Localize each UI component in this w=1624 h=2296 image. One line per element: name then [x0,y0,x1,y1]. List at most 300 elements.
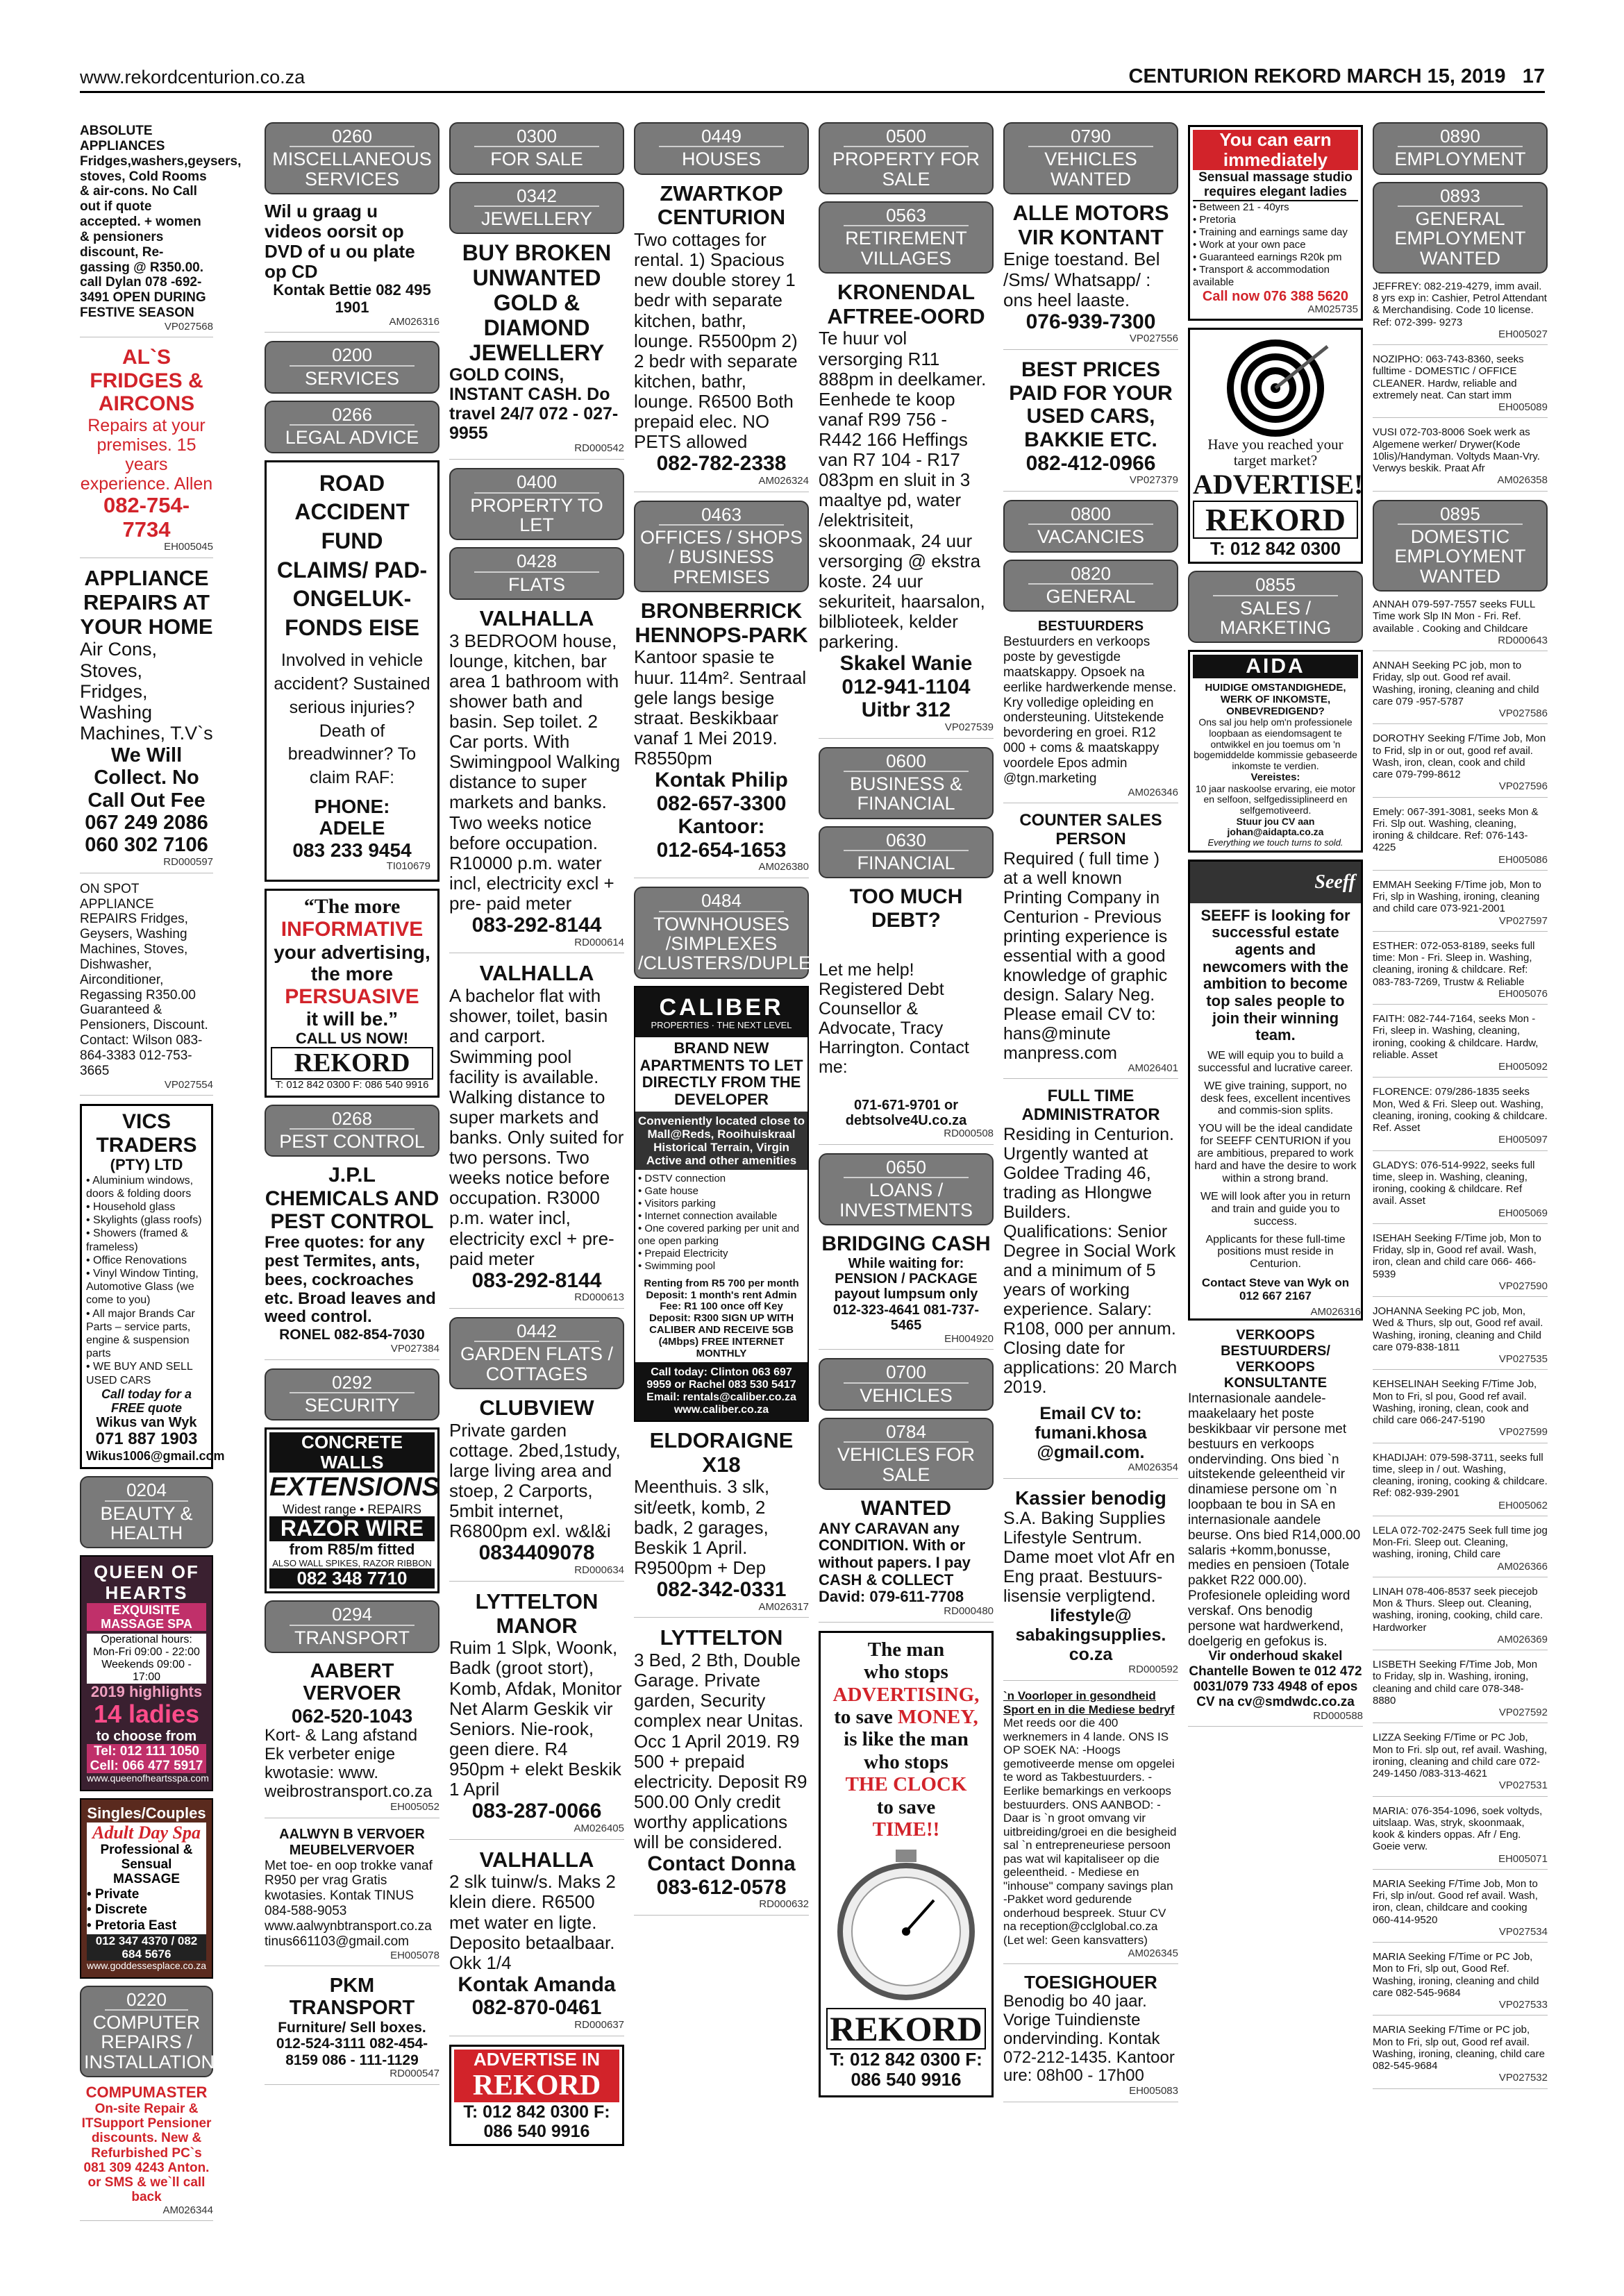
ad-text: Kort- & Lang afstand Ek verbeter enige kwotasie: www. weibrostransport.co.za [265,1726,433,1801]
ad-phone: 012-941-1104 [842,675,971,698]
ad-text: A bachelor flat with shower, toilet, basin and carport. Swimming pool facility is available. Walking distance to super markets and banks. Only suited for two persons. Two weeks notice before occupation. R3000 p.m. water incl, electricity excl + pre-paid meter [449,985,624,1269]
ad-title: BRONBERRICK HENNOPS-PARK [635,598,808,647]
classified-ad [80,2084,213,2221]
ad-ref: VP027554 [164,1078,213,1091]
concrete-walls-ad [265,1427,440,1593]
ad-text: Everything we touch turns to sold. [1207,837,1343,848]
ad-ref: EH005086 [1498,853,1548,866]
list-item [1373,660,1548,724]
section-title: PROPERTY TO LET [470,494,603,535]
ad-contact: Kontak Bettie 082 495 1901 [273,281,431,317]
ad-title: TOO MUCH DEBT? [849,885,963,932]
classified-ad [1003,201,1178,350]
ad-text: Te huur vol versorging R11 888pm in deelkamer. Eenhede te koop vanaf R99 756 - R442 166 Heffings van R7 104 - R17 083pm en sluit in 3 maaltye pd, water /elektrisiteit, skoonmaak, 24 uur versorging @ ekstra koste. 24 uur sekuriteit, haarsalon, bilblioteek, kelder parkering. [819,328,987,653]
ad-title: Adult Day Spa [87,1822,206,1843]
ad-text: Meenthuis. 3 slk, sit/eetk, komb, 2 badk, 2 garages, Beskik 1 April. R9500pm + Dep [634,1476,770,1578]
rekord-logo: REKORD [454,2070,619,2102]
column-7 [1188,118,1363,2277]
section-heading [449,468,624,540]
ad-title: PKM TRANSPORT [289,1974,415,2020]
ad-phone: 083-612-0578 [656,1875,787,1899]
ad-title: ADVERTISE IN [454,2050,619,2070]
ad-phone: 082-657-3300 [656,791,787,815]
ad-ref: AM026345 [1128,1947,1178,1959]
ad-text: While waiting for: PENSION / PACKAGE payout lumpsum only 012-323-4641 081-737-5465 [832,1255,980,1334]
ad-title: LYTTELTON [660,1625,783,1650]
section-title: FINANCIAL [857,853,955,874]
ad-text: FAITH: 082-744-7164, seeks Mon - Fri, sleep in. Washing, cleaning, ironing, cooking & childcare. Hardw, reliable. Asset [1373,1013,1539,1061]
ad-ref: VP027592 [1498,1707,1548,1719]
ad-text: MARIA Seeking F/Time or PC Job, Mon to Fri, slp out, Good Ref. Washing, ironing, cleaning and child care 082-545-9684 [1373,1951,1539,1999]
ad-title: BUY BROKEN UNWANTED GOLD & DIAMOND JEWELLERY [462,240,612,365]
ad-ref: AM026324 [758,474,809,487]
section-heading [449,547,624,600]
ad-text: Furniture/ Sell boxes. 012-524-3111 082-454- 8159 086 - 111-1129 [276,2019,428,2068]
section-title: VEHICLES FOR SALE [837,1444,976,1485]
section-number: 0266 [290,405,415,426]
classified-ad [634,182,809,492]
classified-ad [1003,1972,1178,2102]
ad-text: 2 slk tuinw/s. Maks 2 klein diere. R6500 met water en ligte. Deposito betaalbaar. Okk 1/4 [449,1871,616,1973]
section-number: 0893 [1398,187,1523,207]
massage-studio-ad [1188,125,1363,321]
ad-text: WE will look after you in return and train and guide you to success. [1200,1190,1351,1227]
ad-text: NOZIPHO: 063-743-8360, seeks fulltime - DOMESTIC / OFFICE CLEANER. Hardw, reliable and extremely neat. Can start imm [1373,353,1524,401]
ad-title: J.P.L CHEMICALS AND PEST CONTROL [265,1164,440,1234]
ad-text: LISBETH Seeking F/Time Job, Mon to Friday, slp in. Washing, ironing, cleaning and child care 078-348- 8880 [1373,1659,1538,1707]
list-item: • Work at your own pace [1193,239,1358,251]
section-title: COMPUTER REPAIRS / INSTALLATIONS [84,2012,228,2072]
ad-ref: EH005092 [1498,1061,1548,1073]
ad-ref: VP027586 [1498,707,1548,720]
section-number: 0700 [844,1363,969,1383]
section-heading [634,501,809,592]
ad-ref: VP027533 [1498,1999,1548,2011]
list-item: • Showers (framed & frameless) [86,1227,207,1253]
section-heading [449,122,624,175]
section-heading [819,1418,994,1490]
ad-ref: RD000480 [944,1604,994,1617]
ad-title: AL`S FRIDGES & AIRCONS [90,346,203,416]
ad-ref: AM026317 [758,1600,809,1613]
ad-phone: 067 249 2086 060 302 7106 [85,811,208,857]
ad-text: 2019 highlights [90,1682,203,1700]
ad-phone: T: 012 842 0300 F: 086 540 9916 [830,2048,982,2090]
ad-ref: VP027531 [1498,1779,1548,1792]
classified-ad [265,1827,440,1966]
section-number: 0784 [844,1423,969,1443]
ad-ref: VP027532 [1498,2072,1548,2084]
list-item [1373,1659,1548,1723]
list-item: • Internet connection available [638,1210,805,1223]
ad-title: AALWYN B VERVOER MEUBELVERVOER [279,1826,425,1858]
ad-text: YOU will be the ideal candidate for SEEFF CENTURION if you are ambitious, prepared to work hard and have the desire to work within a strong brand. [1194,1123,1357,1184]
ad-text: ANY CARAVAN any CONDITION. With or without papers. I pay CASH & COLLECT David: 079-611-7708 [819,1519,971,1606]
ad-ref: RD000643 [1498,634,1548,646]
ad-ref: AM026405 [574,1822,624,1834]
ad-phone: 071-671-9701 or debtsolve4U.co.za [845,1097,967,1128]
list-item: • Pretoria East [87,1918,206,1934]
classified-ad [449,241,624,460]
aida-ad [1188,650,1363,853]
ad-ref: AM026316 [1310,1306,1361,1318]
ad-title: RAZOR WIRE [269,1516,435,1541]
ad-text: ON SPOT APPLIANCE REPAIRS Fridges, Geysers, Washing Machines, Stoves, Dishwasher, Airconditioner, Regassing R350.00 Guaranteed & Pensioners, Discount. Contact: Wilson 083-864-3383 012-753-3665 [80,881,208,1078]
ad-title: Singles/Couples [87,1804,206,1822]
advertise-in-rekord-ad [449,2045,624,2146]
section-heading [819,747,994,819]
ad-text: Enige toestand. Bel /Sms/ Whatsapp/ : ons heel laaste. [1003,249,1160,310]
section-heading [265,1368,440,1421]
section-title: LOANS / INVESTMENTS [839,1180,973,1221]
column-5 [819,118,994,2277]
ad-text: MARIA: 076-354-1096, soek voltyds, uitslaap. Was, stryk, skoonmaak, kook & kinders oppas. Afr / Eng. Goeie verw. [1373,1804,1543,1853]
classified-ad [449,1848,624,2036]
ad-text: 10 jaar naskoolse ervaring, eie motor en selfoon, selfgedissiplineerd en selfgemotiveerd. [1195,782,1356,816]
ad-text: 3 BEDROOM house, lounge, kitchen, bar area 1 bathroom with shower bath and basin. Sep toilet. 2 Car ports. With Swimingpool Walking distance to super markets and banks. Two weeks notice before occupation. R10000 p.m. water incl, electricity excl + pre- paid meter [449,630,621,914]
section-number: 0630 [844,831,969,851]
ad-title: VERKOOPS BESTUURDERS/ VERKOOPS KONSULTANTE [1221,1327,1330,1391]
section-number: 0260 [290,127,415,147]
list-item [1373,1951,1548,2016]
ad-text: Kantoor spasie te huur. 114m². Sentraal gele langs besige straat. Beskikbaar vanaf 1 Mei 2019. R8550pm [634,646,807,769]
ad-title: BESTUURDERS [1037,619,1144,635]
classified-ad [1373,353,1548,418]
ad-email: Stuur jou CV aan johan@aidapta.co.za [1227,815,1324,838]
ad-ref: RD000547 [390,2068,440,2080]
ad-text: Emely: 067-391-3081, seeks Mon & Fri. Slp out. Washing, cleaning, ironing & childcare. Ref: 076-143-4225 [1373,805,1539,854]
section-number: 0200 [290,346,415,366]
ad-ref: VP027379 [1129,474,1178,487]
ad-text: Wil u graag u videos oorsit op DVD of u ou plate op CD [265,200,415,283]
section-heading [1003,122,1178,194]
ad-phone: 083-292-8144 [471,1268,602,1292]
classified-ad [1003,812,1178,1080]
ad-subtitle: EXQUISITE MASSAGE SPA [87,1603,206,1631]
ad-title: VALHALLA [479,1847,594,1872]
ad-ref: VP027599 [1498,1426,1548,1439]
list-item: • Discrete [87,1902,206,1918]
section-number: 0204 [105,1481,188,1501]
ad-ref: EH005078 [390,1949,440,1961]
classified-ad [449,962,624,1309]
classified-ad [1003,1087,1178,1479]
ad-ref: AM026401 [1128,1062,1178,1074]
section-title: LEGAL ADVICE [285,427,419,449]
ad-text: Private garden cottage. 2bed,1study, large living area and stoep, 2 Carports, 5mbit internet, R6800pm exl. w&l&i [449,1419,621,1542]
ad-ref: RD000508 [944,1128,994,1140]
section-number: 0292 [290,1373,415,1393]
ad-phone: T: 012 842 0300 F: 086 540 9916 [275,1078,429,1091]
ad-contact: Kontak Philip [655,769,788,792]
ad-ref: RD000634 [574,1564,624,1577]
queen-of-hearts-ad [80,1555,213,1791]
section-heading [819,1358,994,1411]
section-title: OFFICES / SHOPS / BUSINESS PREMISES [639,526,803,587]
ad-title: EXTENSIONS [269,1473,440,1502]
section-title: PEST CONTROL [279,1130,425,1152]
column-1 [80,118,242,2277]
ad-text: PERSUASIVE [285,984,419,1008]
ad-title: COMPUMASTER [85,2084,208,2102]
section-heading [819,1153,994,1225]
ad-title: AABERT VERVOER [303,1659,401,1705]
classified-ad [449,1396,624,1582]
ad-text: MONEY, [898,1706,978,1728]
ad-title: ELDORAIGNE X18 [649,1428,794,1477]
seeff-ad [1188,860,1363,1321]
ad-ref: AM026346 [1128,786,1178,798]
list-item: • Pretoria [1193,214,1358,226]
ad-text: it will be.” [305,1008,399,1030]
section-heading [449,1317,624,1389]
ad-text: JEFFREY: 082-219-4279, imm avail. 8 yrs exp in: Cashier, Petrol Attendant & Merchandising. Code 10 license. Ref: 072-399- 9273 [1373,280,1547,328]
ad-ref: VP027556 [1129,333,1178,345]
list-item [1373,1378,1548,1443]
section-number: 0300 [474,127,599,147]
ad-phone: 062-520-1043 [291,1704,413,1727]
aida-logo: AIDA [1193,655,1358,678]
ad-ref: AM026316 [389,315,440,328]
ad-title: WANTED [861,1497,951,1520]
ad-text: LELA 072-702-2475 Seek full time jog Mon-Fri. Sleep out. Cleaning, washing, ironing, Child care [1373,1524,1548,1561]
classified-ad [449,607,624,954]
ad-ref: AM025735 [1307,303,1358,316]
classified-ad [819,1497,994,1623]
section-heading [80,1476,213,1548]
ad-phone: 082-870-0461 [471,1996,602,2020]
ad-contact: ADELE [319,817,385,839]
ad-text: Operational hours: Mon-Fri 09:00 - 22:00 Weekends 09:00 - 17:00 [87,1634,206,1684]
ad-text: VUSI 072-703-8006 Soek werk as Algemene werker/ Drywer(Kode 10lis)/Handyman. Voltyds Maan-Vry. Verwys beskik. Praat Afr [1373,426,1540,475]
ad-ref: EH005097 [1498,1134,1548,1146]
section-number: 0463 [659,505,784,526]
section-title: VEHICLES [860,1384,953,1406]
section-heading [1373,500,1548,592]
ad-title: KRONENDAL AFTREE-OORD [827,279,985,328]
ad-title: FULL TIME ADMINISTRATOR [1021,1087,1160,1125]
section-number: 0220 [105,1991,188,2011]
ad-text: Renting from R5 700 per month Deposit: 1 month's rent Admin Fee: R1 100 once off Key Deposit: R300 SIGN UP WITH CALIBER AND RECEIVE 5GB (4Mbps) FREE INTERNET MONTHLY [644,1277,799,1359]
list-item [1373,1525,1548,1577]
ad-text: Call today for a FREE quote [101,1386,192,1415]
seeff-logo: Seeff [1190,862,1361,903]
ad-text: ADVERTISING, [832,1683,980,1706]
ad-ref: VP027596 [1498,780,1548,793]
ad-title: COUNTER SALES PERSON [1019,810,1162,848]
section-heading [819,122,994,194]
section-title: SALES / MARKETING [1219,597,1332,639]
section-number: 0895 [1398,505,1523,525]
ad-text: Professional & Sensual MASSAGE [87,1843,206,1887]
publication-title [1129,65,1545,88]
ad-text: ISEHAH Seeking F/Time job, Mon to Friday, slp in, Good ref avail. Wash, iron, clean and child care 066- 466-5939 [1373,1232,1541,1280]
ad-ref: RD000542 [574,442,624,455]
list-item [1373,806,1548,871]
ad-url: www.queenofheartsspa.com [87,1773,209,1784]
ad-text: Air Cons, Stoves, Fridges, Washing Machines, T.V`s [80,639,213,744]
ad-ref: AM026358 [1497,474,1548,487]
section-number: 0449 [659,127,784,147]
adult-day-spa-ad [80,1798,213,1979]
classified-ad [634,1626,809,1916]
ad-ref: AM026369 [1497,1633,1548,1645]
ad-text: MARIA Seeking F/Time Job, Mon to Fri, slp in/out. Good ref avail. Wash, iron, clean, childcare and cooking 060-414-9520 [1373,1877,1538,1926]
ad-text: to choose from [96,1728,197,1744]
list-item [1373,879,1548,932]
ad-ref: RD000613 [574,1291,624,1304]
ad-phone: 012 347 4370 / 082 684 5676 [87,1934,206,1961]
ad-ref: EH005062 [1498,1499,1548,1511]
list-item [1373,1013,1548,1078]
domestic-ads-list [1373,598,1548,2089]
site-url[interactable]: www.rekordcenturion.co.za [80,67,305,87]
ad-ref: VP027539 [944,721,994,733]
section-title: SECURITY [304,1394,400,1416]
ad-text: Have you reached your target market? [1207,435,1343,469]
column-2 [265,118,440,2277]
ad-text: “The more [303,894,401,918]
ad-text: MARIA Seeking F/Time or PC job, Mon to Fri, slp out, Good ref avail. Washing, ironing, cleaning, child care 082-545-9684 [1373,2024,1545,2072]
ad-text: On-site Repair & ITSupport Pensioner discounts. New & Refurbished PC`s 081 309 4243 Anton. or SMS & we`ll call back [81,2101,212,2205]
ad-text: Two cottages for rental. 1) Spacious new double storey 1 bedr with separate kitchen, bathr, lounge. R5500pm 2) 2 bedr with separate kitchen, bathr, lounge. R6500 Both prepaid elec. NO PETS allowed [634,229,798,453]
classified-ad [634,1429,809,1618]
classified-ad [1003,358,1178,492]
section-title: DOMESTIC EMPLOYMENT WANTED [1394,526,1526,587]
list-item: • Training and earnings same day [1193,226,1358,239]
ad-phone: 082 348 7710 [269,1568,435,1589]
ad-text: to save [834,1706,893,1728]
ad-text: JOHANNA Seeking PC job, Mon, Wed & Thurs, slp out, Good ref avail. Washing, ironing, cleaning and Child care 079-838-1811 [1373,1305,1543,1353]
list-item [1373,2024,1548,2088]
ad-text: The man [867,1638,945,1661]
ad-ref: EH005076 [1498,987,1548,1000]
section-title: BUSINESS & FINANCIAL [849,773,963,814]
list-item: • Aluminium windows, doors & folding doors [86,1174,207,1200]
section-number: 0790 [1028,127,1153,147]
list-item: • DSTV connection [638,1173,805,1185]
section-title: HOUSES [681,149,762,170]
column-6 [1003,118,1178,2277]
ad-text: who stops [864,1661,948,1684]
ad-text: is like the man [844,1728,969,1751]
ad-title: SEEFF is looking for successful estate agents and newcomers with the ambition to become top sales people to join their winning team. [1200,906,1350,1044]
section-heading [449,182,624,235]
ad-text: Internasionale aandele-maakelaary het poste beskikbaar vir persone met bestuurs en verkoops ondervinding. Ons bied `n uitstekende geleentheid vir dinamiese persone om `n loopbaan te bou in SA en internasionale aandele beurse. Ons bied R14,000.00 salaris +komm,bonusse, medies en pensioen (Totale pakket R22 000.00). Profesionele opleiding word verskaf. Ons benodig persone wat hardwerkend, doelgerig en gefokus is. [1188,1391,1361,1649]
section-heading [265,1600,440,1653]
ad-text: Bestuurders en verkoops poste by gevestigde maatskappy. Opsoek na eerlike hardwerkende mense. Kry volledige opleiding en ondersteuning. Uitstekende bevordering en groei. R12 000 + coms & maatskappy voordele Epos admin @tgn.marketing [1003,635,1177,786]
ad-text: ANNAH 079-597-7557 seeks FULL Time work Slp IN Mon - Fri. Ref. available . Cooking and Childcare [1373,598,1535,635]
ad-ref: RD000632 [759,1898,809,1911]
ad-text: PHONE: [314,795,390,817]
ad-contact: Call today: Clinton 063 697 9959 or Rachel 083 530 5417 Email: rentals@caliber.co.za www.caliber.co.za [635,1362,807,1421]
page-header [80,65,1545,93]
ad-text: ABSOLUTE APPLIANCES Fridges,washers,geysers, stoves, Cold Rooms & air-cons. No Call out if quote accepted. + women & pensioners discount, Re-gassing @ R350.00. call Dylan 078 -692-3491 OPEN DURING FESTIVE SEASON [80,124,242,321]
ad-text: Applicants for these full-time positions must reside in Centurion. [1205,1233,1346,1271]
list-item [1373,1805,1548,1870]
ad-text: Ons sal jou help om'n professionele loopbaan as eiendomsagent te ontwikkel en jou toemus om 'n bogemiddelde kommissie gebaseerde inkomste te verdien. [1194,717,1357,772]
ad-ref: VP027535 [1498,1353,1548,1366]
ad-text: THE CLOCK [845,1773,967,1796]
classified-ad [80,567,213,873]
ad-phone: 083-287-0066 [471,1800,602,1823]
column-4 [634,118,849,2277]
ad-phone: 012-654-1653 [656,838,787,862]
ad-text: CALL US NOW! [295,1029,409,1047]
ad-contact: Contact Donna [647,1852,796,1876]
classified-ad [1188,1327,1363,1727]
ad-title: VALHALLA [479,961,594,986]
ad-text: FLORENCE: 079/286-1835 seeks Mon, Wed & Fri. Sleep out. Washing, cleaning, ironing, cooking & childcare. Ref. Asset [1373,1086,1548,1134]
ad-text: to save [876,1795,936,1818]
classified-ad [1373,426,1548,491]
ad-ref: TI010679 [386,860,430,872]
ad-ref: EH005089 [1498,401,1548,414]
ad-text: EMMAH Seeking F/Time job, Mon to Fri, slp in Washing, ironing, cleaning and child care 073-921-2001 [1373,878,1541,915]
ad-ref: VP027597 [1498,914,1548,927]
rekord-logo: REKORD [271,1047,433,1080]
section-heading [1373,182,1548,274]
ad-title: VICS TRADERS [96,1109,197,1157]
list-item [1373,1586,1548,1650]
dartboard-icon [1206,333,1345,437]
classified-ad [634,599,809,878]
section-heading [265,122,440,194]
list-item [1373,1232,1548,1297]
ad-ref: AM026354 [1128,1461,1178,1474]
ad-ref: AM026366 [1497,1560,1548,1573]
section-number: 0400 [474,473,599,493]
ad-text: Widest range • REPAIRS [282,1502,422,1517]
section-title: SERVICES [304,367,400,389]
section-heading [634,887,849,978]
ad-ref: EH005071 [1498,1852,1548,1865]
ad-ref: AM026344 [162,2204,213,2216]
section-title: RETIREMENT VILLAGES [845,228,967,269]
ad-phone: 082-754-7734 [103,493,190,542]
ad-contact: Vir onderhoud skakel Chantelle Bowen te 012 472 0031/079 733 4948 of epos CV na cv@smdwdc.co.za [1189,1649,1362,1710]
ad-text: WE will equip you to build a successful and lucrative career. [1198,1049,1353,1074]
ad-text: ANNAH Seeking PC job, mon to Friday, slp out. Good ref avail. Washing, ironing, cleaning and child care 079 -957-5787 [1373,660,1539,707]
classified-ad [1373,280,1548,345]
section-number: 0855 [1213,576,1338,596]
list-item: • Household glass [86,1200,207,1214]
ad-email: Email CV to: fumani.khosa @gmail.com. [1035,1404,1147,1463]
section-number: 0428 [474,552,599,572]
ad-phone: 071 887 1903 [95,1430,198,1449]
ad-ref: EH005083 [1129,2085,1178,2097]
ad-title: VALHALLA [479,605,594,630]
list-item: • Swimming pool [638,1260,805,1273]
section-title: FOR SALE [490,149,583,170]
ad-email: Wikus1006@gmail.com [86,1449,225,1464]
ad-text: Residing in Centurion. Urgently wanted at Goldee Trading 46, trading as Hlongwe Builders. Qualifications: Senior Degree in Social Work and a minimum of 5 years of working experience. Salary: R108, 000 per annum. Closing date for applications: 20 March 2019. [1003,1125,1178,1398]
ad-text: ALSO WALL SPIKES, RAZOR RIBBON [272,1557,432,1568]
ad-ref: VP027534 [1498,1925,1548,1938]
ad-text: from R85/m fitted [289,1541,415,1559]
ad-title: CLUBVIEW [479,1396,594,1421]
column-8 [1373,118,1548,2277]
list-item: • Between 21 - 40yrs [1193,201,1358,214]
ad-phone: 0834409078 [478,1541,595,1565]
section-heading [819,826,994,879]
ad-contact: Skakel Wanie [839,652,973,676]
section-number: 0268 [290,1109,415,1130]
page-number: 17 [1522,65,1545,87]
ad-text: Ruim 1 Slpk, Woonk, Badk (groot stort), Komb, Afdak, Monitor Net Alarm Geskik vir Seniors. Nie-rook, geen diere. R4 950pm + elekt Beskik 1 April [449,1637,622,1800]
list-item [1373,598,1548,651]
ad-text: KEHSELINAH Seeking F/Time Job, Mon to Fri, sl pou, Good ref avail. Washing, ironing, clean, cook and child care 066-247-5190 [1373,1378,1537,1427]
